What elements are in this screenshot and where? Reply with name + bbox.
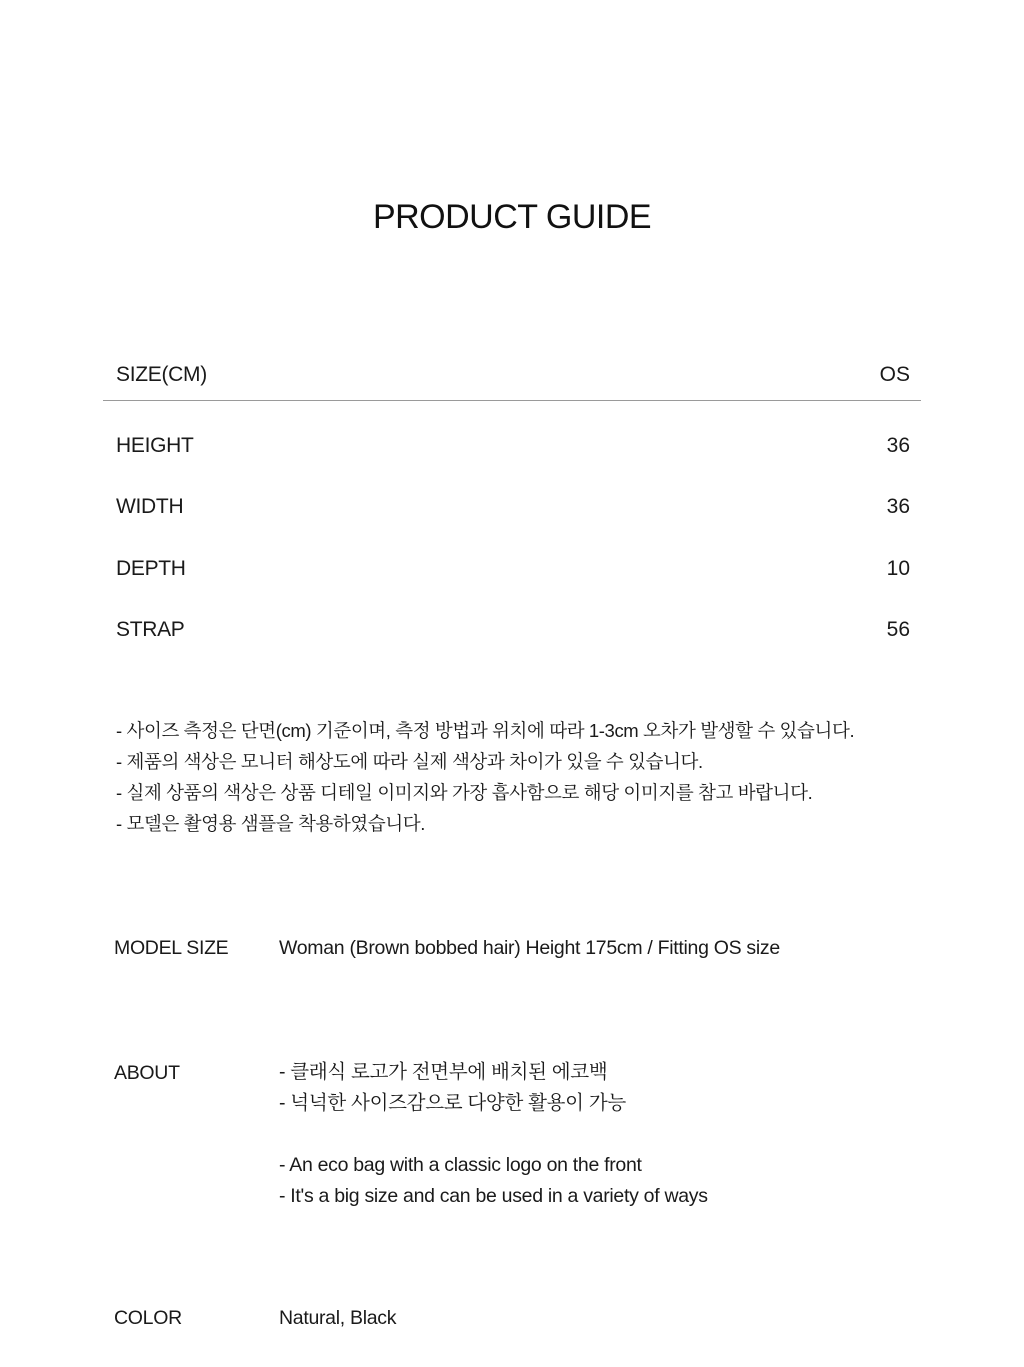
note-line: - 모델은 촬영용 샘플을 착용하였습니다. bbox=[116, 813, 425, 834]
about-korean-line: - 넉넉한 사이즈감으로 다양한 활용이 가능 bbox=[279, 1092, 626, 1114]
size-row-depth-label: DEPTH bbox=[116, 557, 186, 580]
note-line: - 제품의 색상은 모니터 해상도에 따라 실제 색상과 차이가 있을 수 있습니다. bbox=[116, 751, 703, 772]
color-value: Natural, Black bbox=[279, 1307, 397, 1329]
size-row-strap-label: STRAP bbox=[116, 618, 185, 641]
color-label: COLOR bbox=[114, 1307, 182, 1329]
about-label: ABOUT bbox=[114, 1062, 180, 1084]
about-english-line: - An eco bag with a classic logo on the front bbox=[279, 1154, 642, 1176]
about-english-line: - It's a big size and can be used in a variety of ways bbox=[279, 1185, 708, 1207]
model-size-value: Woman (Brown bobbed hair) Height 175cm / Fitting OS size bbox=[279, 937, 780, 959]
note-line: - 실제 상품의 색상은 상품 디테일 이미지와 가장 흡사함으로 해당 이미지를 참고 바랍니다. bbox=[116, 782, 813, 803]
size-row-width-value: 36 bbox=[886, 495, 910, 518]
size-row-height-value: 36 bbox=[886, 434, 910, 457]
size-header-value: OS bbox=[879, 363, 910, 386]
size-row-depth-value: 10 bbox=[886, 557, 910, 580]
size-header-label: SIZE(CM) bbox=[116, 363, 207, 386]
table-divider bbox=[103, 400, 921, 401]
page-title: PRODUCT GUIDE bbox=[372, 198, 652, 236]
note-line: - 사이즈 측정은 단면(cm) 기준이며, 측정 방법과 위치에 따라 1-3cm 오차가 발생할 수 있습니다. bbox=[116, 720, 855, 741]
model-size-label: MODEL SIZE bbox=[114, 937, 229, 959]
size-row-height-label: HEIGHT bbox=[116, 434, 194, 457]
size-row-strap-value: 56 bbox=[886, 618, 910, 641]
size-row-width-label: WIDTH bbox=[116, 495, 184, 518]
about-korean-line: - 클래식 로고가 전면부에 배치된 에코백 bbox=[279, 1061, 608, 1083]
